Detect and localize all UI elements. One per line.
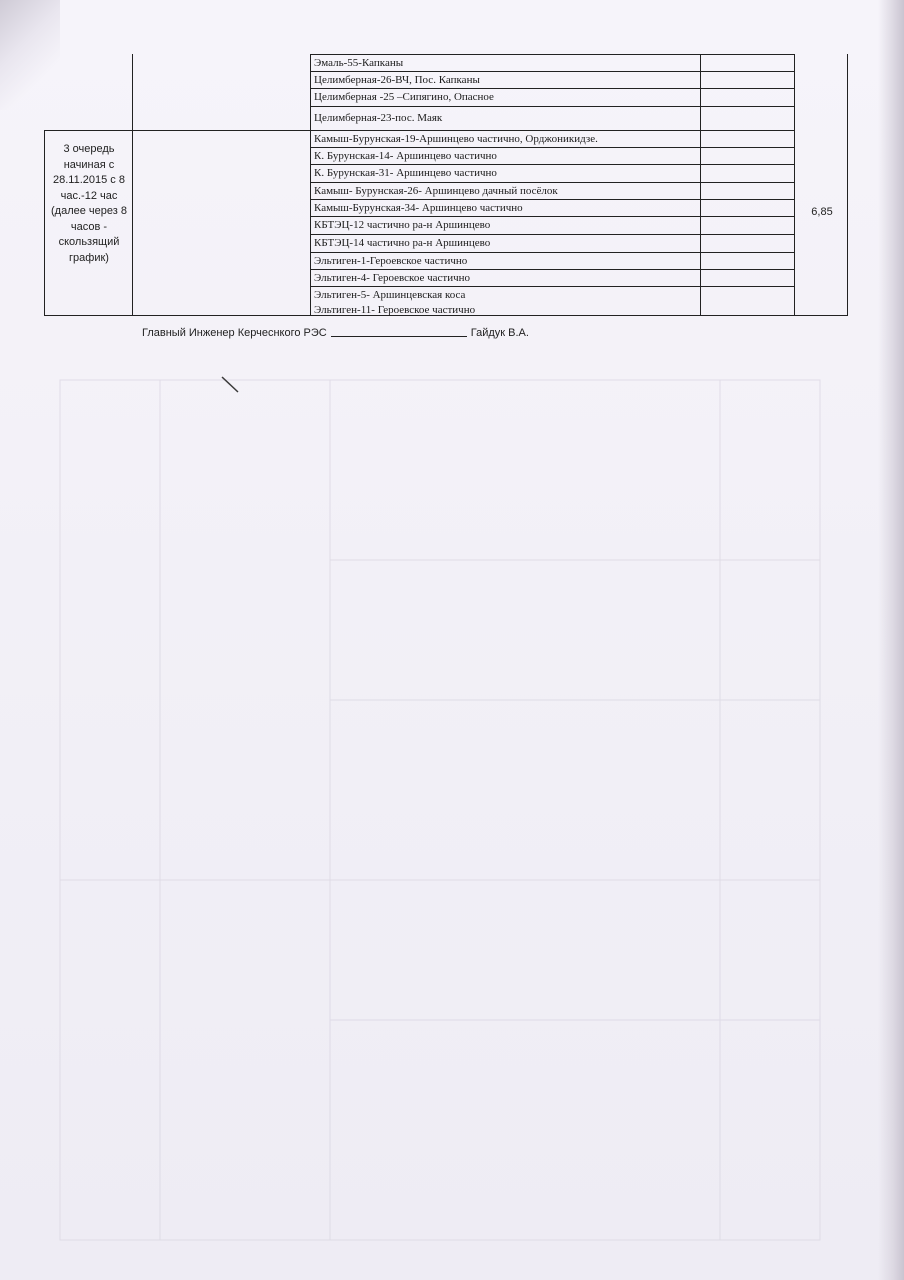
signature-line [142, 327, 529, 339]
table-row: Эльтиген-5- Аршинцевская коса [314, 289, 466, 301]
outage-schedule-table [44, 54, 848, 316]
table-row: Камыш-Бурунская-19-Аршинцево частично, Орджоникидзе. [314, 133, 598, 145]
table-row: Целимберная-26-ВЧ, Пос. Капканы [314, 74, 480, 86]
load-value-cell: 6,85 [811, 206, 833, 218]
table-row: Эльтиген-11- Героевское частично [314, 304, 476, 316]
table-row: Эмаль-55-Капканы [314, 57, 404, 69]
table-row: Эльтиген-4- Героевское частично [314, 272, 471, 284]
signatory-role: Главный Инженер Керчеснкого РЭС [142, 327, 327, 339]
table-row: КБТЭЦ-12 частично ра-н Аршинцево [314, 219, 491, 231]
signature-blank [331, 336, 467, 337]
table-row: Камыш- Бурунская-26- Аршинцево дачный посёлок [314, 185, 558, 197]
table-row: Эльтиген-1-Героевское частично [314, 255, 468, 267]
table-row: К. Бурунская-31- Аршинцево частично [314, 167, 497, 179]
table-row: Целимберная-23-пос. Маяк [314, 112, 443, 124]
table-row: К. Бурунская-14- Аршинцево частично [314, 150, 497, 162]
table-row: КБТЭЦ-14 частично ра-н Аршинцево [314, 237, 491, 249]
table-row: Целимберная -25 –Сипягино, Опасное [314, 91, 494, 103]
signatory-name: Гайдук В.А. [470, 327, 529, 339]
queue-period-cell: 3 очередь начиная с 28.11.2015 с 8 час.-12 час (далее через 8 часов - скользящий график) [51, 143, 127, 264]
page-edge-shadow [878, 0, 904, 1280]
table-row: Камыш-Бурунская-34- Аршинцево частично [314, 202, 523, 214]
